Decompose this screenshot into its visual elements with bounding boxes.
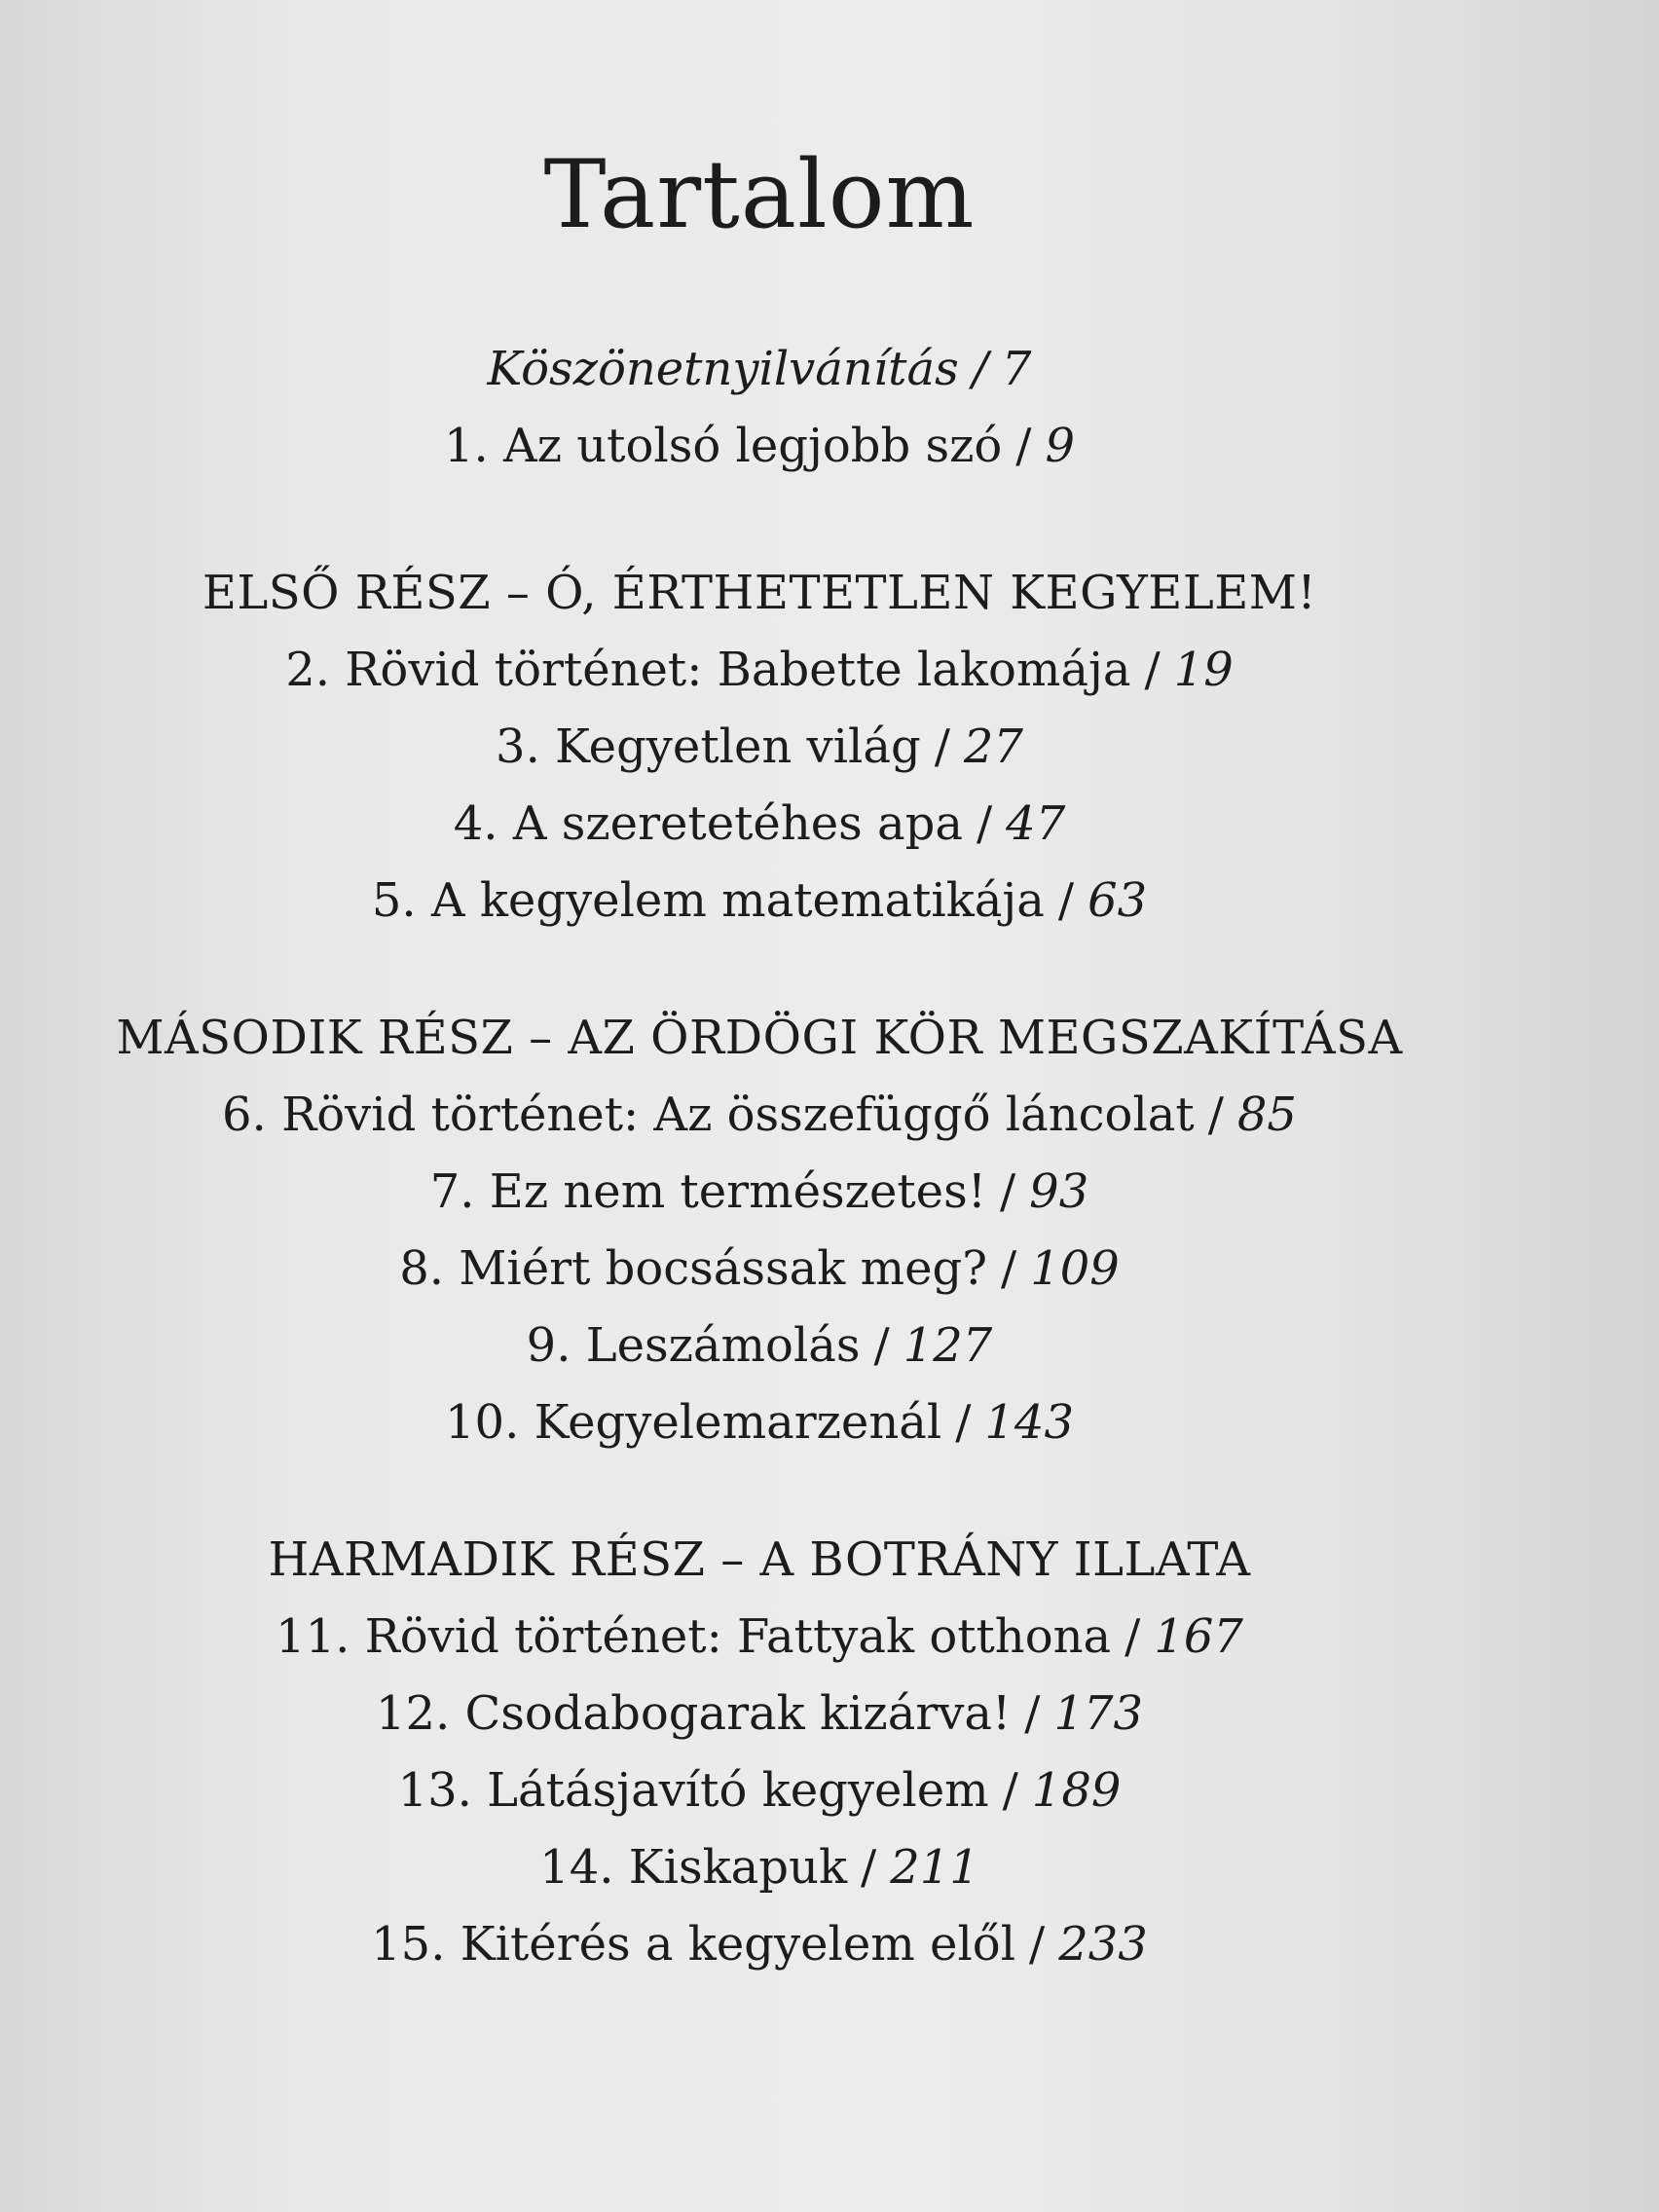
toc-entry-label: 10. Kegyelemarzenál <box>444 1395 942 1450</box>
toc-separator: / <box>1057 873 1075 928</box>
toc-entry <box>0 331 1519 408</box>
toc-entry <box>0 863 1519 940</box>
toc-entry-label: 14. Kiskapuk <box>539 1840 848 1895</box>
toc-entry-label: 2. Rövid történet: Babette lakomája <box>285 643 1131 697</box>
toc-entry-label: 15. Kitérés a kegyelem elől <box>371 1917 1016 1972</box>
toc-entry <box>0 786 1519 863</box>
toc-page-number: 173 <box>1053 1686 1144 1741</box>
toc-page-number: 47 <box>1006 796 1066 851</box>
toc-page-number: 143 <box>984 1395 1075 1450</box>
table-of-contents <box>0 331 1519 1983</box>
toc-separator: / <box>1002 1763 1018 1818</box>
toc-page-number: 189 <box>1031 1763 1122 1818</box>
toc-separator: / <box>1029 1917 1046 1972</box>
toc-entry <box>0 1829 1519 1906</box>
toc-separator: / <box>1124 1609 1141 1664</box>
toc-entry <box>0 1752 1519 1829</box>
toc-entry-label: 5. A kegyelem matematikája <box>371 873 1045 928</box>
toc-separator: / <box>1015 419 1032 473</box>
toc-page-number: 211 <box>890 1840 979 1895</box>
toc-separator: / <box>1207 1088 1224 1142</box>
toc-entry-label: 12. Csodabogarak kizárva! <box>375 1686 1012 1741</box>
toc-entry-label: 3. Kegyetlen világ <box>496 719 921 774</box>
toc-page-number: 63 <box>1088 873 1148 928</box>
toc-separator: / <box>955 1395 972 1450</box>
toc-entry-label: 4. A szeretetéhes apa <box>453 796 963 851</box>
toc-entry <box>0 1308 1519 1384</box>
toc-entry <box>0 1906 1519 1983</box>
toc-page-number: 27 <box>963 719 1023 774</box>
spacer <box>0 1461 1519 1522</box>
toc-entry-label: 9. Leszámolás <box>526 1318 861 1373</box>
toc-page-number: 19 <box>1173 643 1234 697</box>
toc-separator: / <box>976 796 993 851</box>
toc-page-number: 109 <box>1030 1241 1120 1296</box>
part-heading: ELSŐ RÉSZ – Ó, ÉRTHETETLEN KEGYELEM! <box>202 566 1317 620</box>
part-heading: MÁSODIK RÉSZ – AZ ÖRDÖGI KÖR MEGSZAKÍTÁSA <box>116 1011 1403 1065</box>
toc-entry-label: 13. Látásjavító kegyelem <box>397 1763 989 1818</box>
toc-entry-label: Köszönetnyilvánítás <box>487 342 959 396</box>
toc-entry <box>0 709 1519 786</box>
toc-entry-label: 6. Rövid történet: Az összefüggő láncolat <box>222 1088 1195 1142</box>
toc-separator: / <box>972 342 988 396</box>
toc-page-number: 127 <box>903 1318 993 1373</box>
spacer <box>0 485 1519 555</box>
toc-entry-label: 7. Ez nem természetes! <box>429 1164 986 1219</box>
spacer <box>0 940 1519 1000</box>
toc-separator: / <box>1000 1164 1016 1219</box>
toc-page-number: 9 <box>1045 419 1076 473</box>
toc-separator: / <box>1001 1241 1017 1296</box>
toc-page-number: 233 <box>1058 1917 1148 1972</box>
toc-page-number: 85 <box>1236 1088 1297 1142</box>
page-title: Tartalom <box>543 140 976 250</box>
toc-entry-label: 1. Az utolsó legjobb szó <box>443 419 1003 473</box>
toc-page-number: 7 <box>1001 342 1032 396</box>
toc-page-number: 93 <box>1029 1164 1089 1219</box>
toc-entry-label: 11. Rövid történet: Fattyak otthona <box>276 1609 1112 1664</box>
toc-separator: / <box>1144 643 1161 697</box>
toc-separator: / <box>861 1840 877 1895</box>
toc-entry-label: 8. Miért bocsássak meg? <box>399 1241 988 1296</box>
toc-separator: / <box>873 1318 890 1373</box>
toc-entry <box>0 1077 1519 1154</box>
toc-entry <box>0 1231 1519 1308</box>
toc-separator: / <box>934 719 950 774</box>
part-heading: HARMADIK RÉSZ – A BOTRÁNY ILLATA <box>268 1532 1251 1587</box>
toc-entry <box>0 1384 1519 1461</box>
toc-entry <box>0 1676 1519 1752</box>
toc-entry <box>0 1599 1519 1676</box>
toc-entry <box>0 408 1519 485</box>
toc-entry <box>0 632 1519 709</box>
toc-entry <box>0 1154 1519 1231</box>
toc-page-number: 167 <box>1154 1609 1243 1664</box>
toc-separator: / <box>1024 1686 1041 1741</box>
